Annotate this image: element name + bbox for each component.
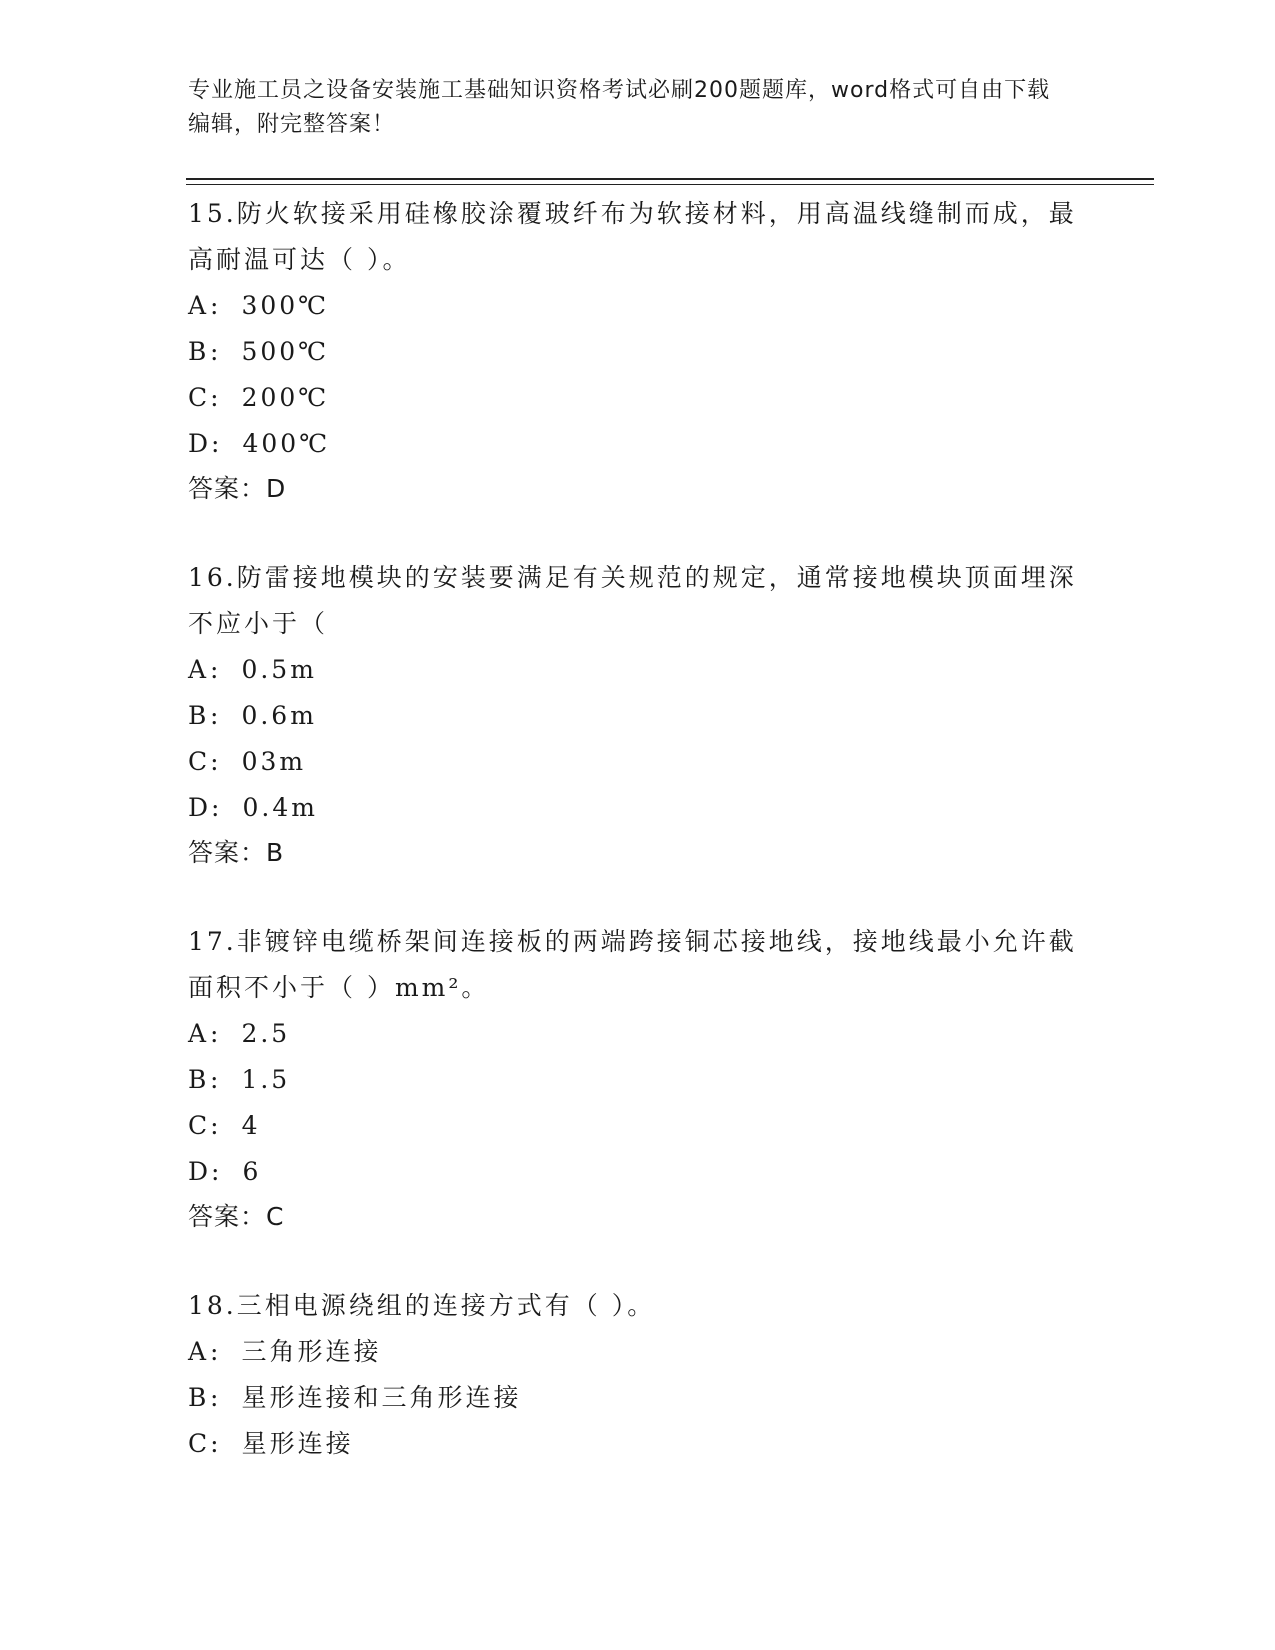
- option-a: A: 三角形连接: [188, 1329, 1088, 1375]
- answer-line: 答案：D: [188, 474, 287, 503]
- header-rule-thick: [186, 178, 1154, 180]
- option-key: B: [188, 701, 210, 730]
- option-d: D: 400℃: [188, 421, 1088, 467]
- option-a: A: 2.5: [188, 1011, 1088, 1057]
- option-key: C: [188, 747, 211, 776]
- question-gap: [188, 875, 1088, 919]
- option-text: 200℃: [241, 383, 330, 412]
- option-key: B: [188, 337, 210, 366]
- option-b: B: 0.6m: [188, 693, 1088, 739]
- option-text: 500℃: [241, 337, 330, 366]
- option-key: D: [188, 429, 212, 458]
- option-c: C: 03m: [188, 739, 1088, 785]
- option-key: A: [188, 1337, 210, 1366]
- option-c: C: 4: [188, 1103, 1088, 1149]
- option-key: A: [188, 291, 210, 320]
- option-key: A: [188, 1019, 210, 1048]
- question-stem: 17.非镀锌电缆桥架间连接板的两端跨接铜芯接地线，接地线最小允许截面积不小于（ ）mm²。: [188, 927, 1077, 1002]
- header-rule-thin: [186, 184, 1154, 185]
- question-15: [188, 191, 1088, 511]
- question-gap: [188, 1239, 1088, 1283]
- question-17: [188, 919, 1088, 1239]
- question-gap: [188, 511, 1088, 555]
- option-text: 0.4m: [242, 793, 318, 822]
- option-key: B: [188, 1383, 210, 1412]
- option-key: C: [188, 383, 211, 412]
- document-header: 专业施工员之设备安装施工基础知识资格考试必刷200题题库，word格式可自由下载编辑，附完整答案！: [188, 78, 1051, 137]
- question-stem: 16.防雷接地模块的安装要满足有关规范的规定，通常接地模块顶面埋深不应小于（: [188, 563, 1077, 638]
- option-b: B: 1.5: [188, 1057, 1088, 1103]
- option-b: B: 星形连接和三角形连接: [188, 1375, 1088, 1421]
- option-key: C: [188, 1111, 211, 1140]
- option-c: C: 200℃: [188, 375, 1088, 421]
- option-text: 300℃: [241, 291, 330, 320]
- question-18: [188, 1283, 1088, 1467]
- answer-line: 答案：C: [188, 1202, 285, 1231]
- option-key: D: [188, 1157, 212, 1186]
- question-list: [188, 191, 1088, 1467]
- question-stem: 15.防火软接采用硅橡胶涂覆玻纤布为软接材料，用高温线缝制而成，最高耐温可达（ ）。: [188, 199, 1077, 274]
- option-text: 三角形连接: [241, 1337, 382, 1366]
- option-key: D: [188, 793, 212, 822]
- option-text: 2.5: [241, 1019, 291, 1048]
- question-stem: 18.三相电源绕组的连接方式有（ ）。: [188, 1291, 656, 1320]
- option-text: 03m: [241, 747, 307, 776]
- option-a: A: 0.5m: [188, 647, 1088, 693]
- option-text: 星形连接: [241, 1429, 354, 1458]
- option-a: A: 300℃: [188, 283, 1088, 329]
- option-text: 6: [242, 1157, 262, 1186]
- option-key: A: [188, 655, 210, 684]
- option-c: C: 星形连接: [188, 1421, 1088, 1467]
- option-d: D: 0.4m: [188, 785, 1088, 831]
- option-b: B: 500℃: [188, 329, 1088, 375]
- option-text: 1.5: [241, 1065, 291, 1094]
- option-text: 0.5m: [241, 655, 317, 684]
- option-key: C: [188, 1429, 211, 1458]
- option-text: 0.6m: [241, 701, 317, 730]
- question-16: [188, 555, 1088, 875]
- option-text: 400℃: [242, 429, 331, 458]
- option-text: 4: [241, 1111, 261, 1140]
- option-key: B: [188, 1065, 210, 1094]
- option-d: D: 6: [188, 1149, 1088, 1195]
- option-text: 星形连接和三角形连接: [241, 1383, 522, 1412]
- answer-line: 答案：B: [188, 838, 285, 867]
